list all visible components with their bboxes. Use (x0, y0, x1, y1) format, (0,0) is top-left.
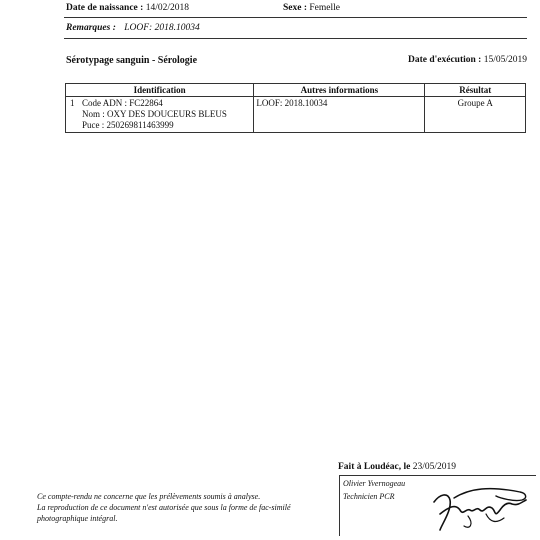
remarks-row (66, 23, 200, 33)
table-row (66, 97, 526, 133)
disclaimer-line-1: Ce compte-rendu ne concerne que les prélèvements soumis à analyse. (37, 492, 261, 501)
result-cell: Groupe A (425, 97, 526, 133)
execution-date-value: 15/05/2019 (483, 55, 527, 65)
birth-date-row (66, 3, 189, 13)
header-other-info: Autres informations (254, 84, 425, 97)
results-table (65, 83, 526, 133)
signer-title: Technicien PCR (343, 492, 395, 501)
place-date-value: 23/05/2019 (412, 462, 456, 472)
animal-name: Nom : OXY DES DOUCEURS BLEUS (82, 109, 227, 119)
chip-number: Puce : 250269811463999 (82, 120, 174, 130)
header-identification: Identification (66, 84, 254, 97)
remarks-value: LOOF: 2018.10034 (124, 23, 200, 33)
remarks-divider (64, 38, 527, 39)
header-divider (64, 17, 527, 18)
sex-row (283, 3, 340, 13)
disclaimer-line-2: La reproduction de ce document n'est autorisée que sous la forme de fac-similé (37, 503, 291, 512)
signer-name: Olivier Yvernogeau (343, 479, 406, 488)
signature-box (339, 475, 536, 536)
execution-date-label: Date d'exécution : (407, 55, 482, 65)
birth-date-value: 14/02/2018 (145, 3, 189, 13)
identification-cell (66, 97, 254, 133)
sex-value: Femelle (309, 3, 340, 13)
place-label: Fait à Loudéac, le (338, 462, 411, 472)
birth-date-label: Date de naissance : (66, 3, 144, 13)
disclaimer-line-3: photographique intégral. (37, 514, 118, 523)
row-index: 1 (70, 98, 75, 108)
place-date-row (338, 462, 456, 472)
section-title: Sérotypage sanguin - Sérologie (66, 55, 198, 66)
dna-code: Code ADN : FC22864 (82, 98, 163, 108)
sex-label: Sexe : (283, 3, 308, 13)
execution-date-row (408, 55, 527, 65)
remarks-label: Remarques : (66, 23, 116, 33)
handwritten-signature (430, 480, 530, 534)
disclaimer (37, 491, 291, 524)
header-result: Résultat (425, 84, 526, 97)
table-header-row (66, 84, 526, 97)
other-info-cell: LOOF: 2018.10034 (254, 97, 425, 133)
